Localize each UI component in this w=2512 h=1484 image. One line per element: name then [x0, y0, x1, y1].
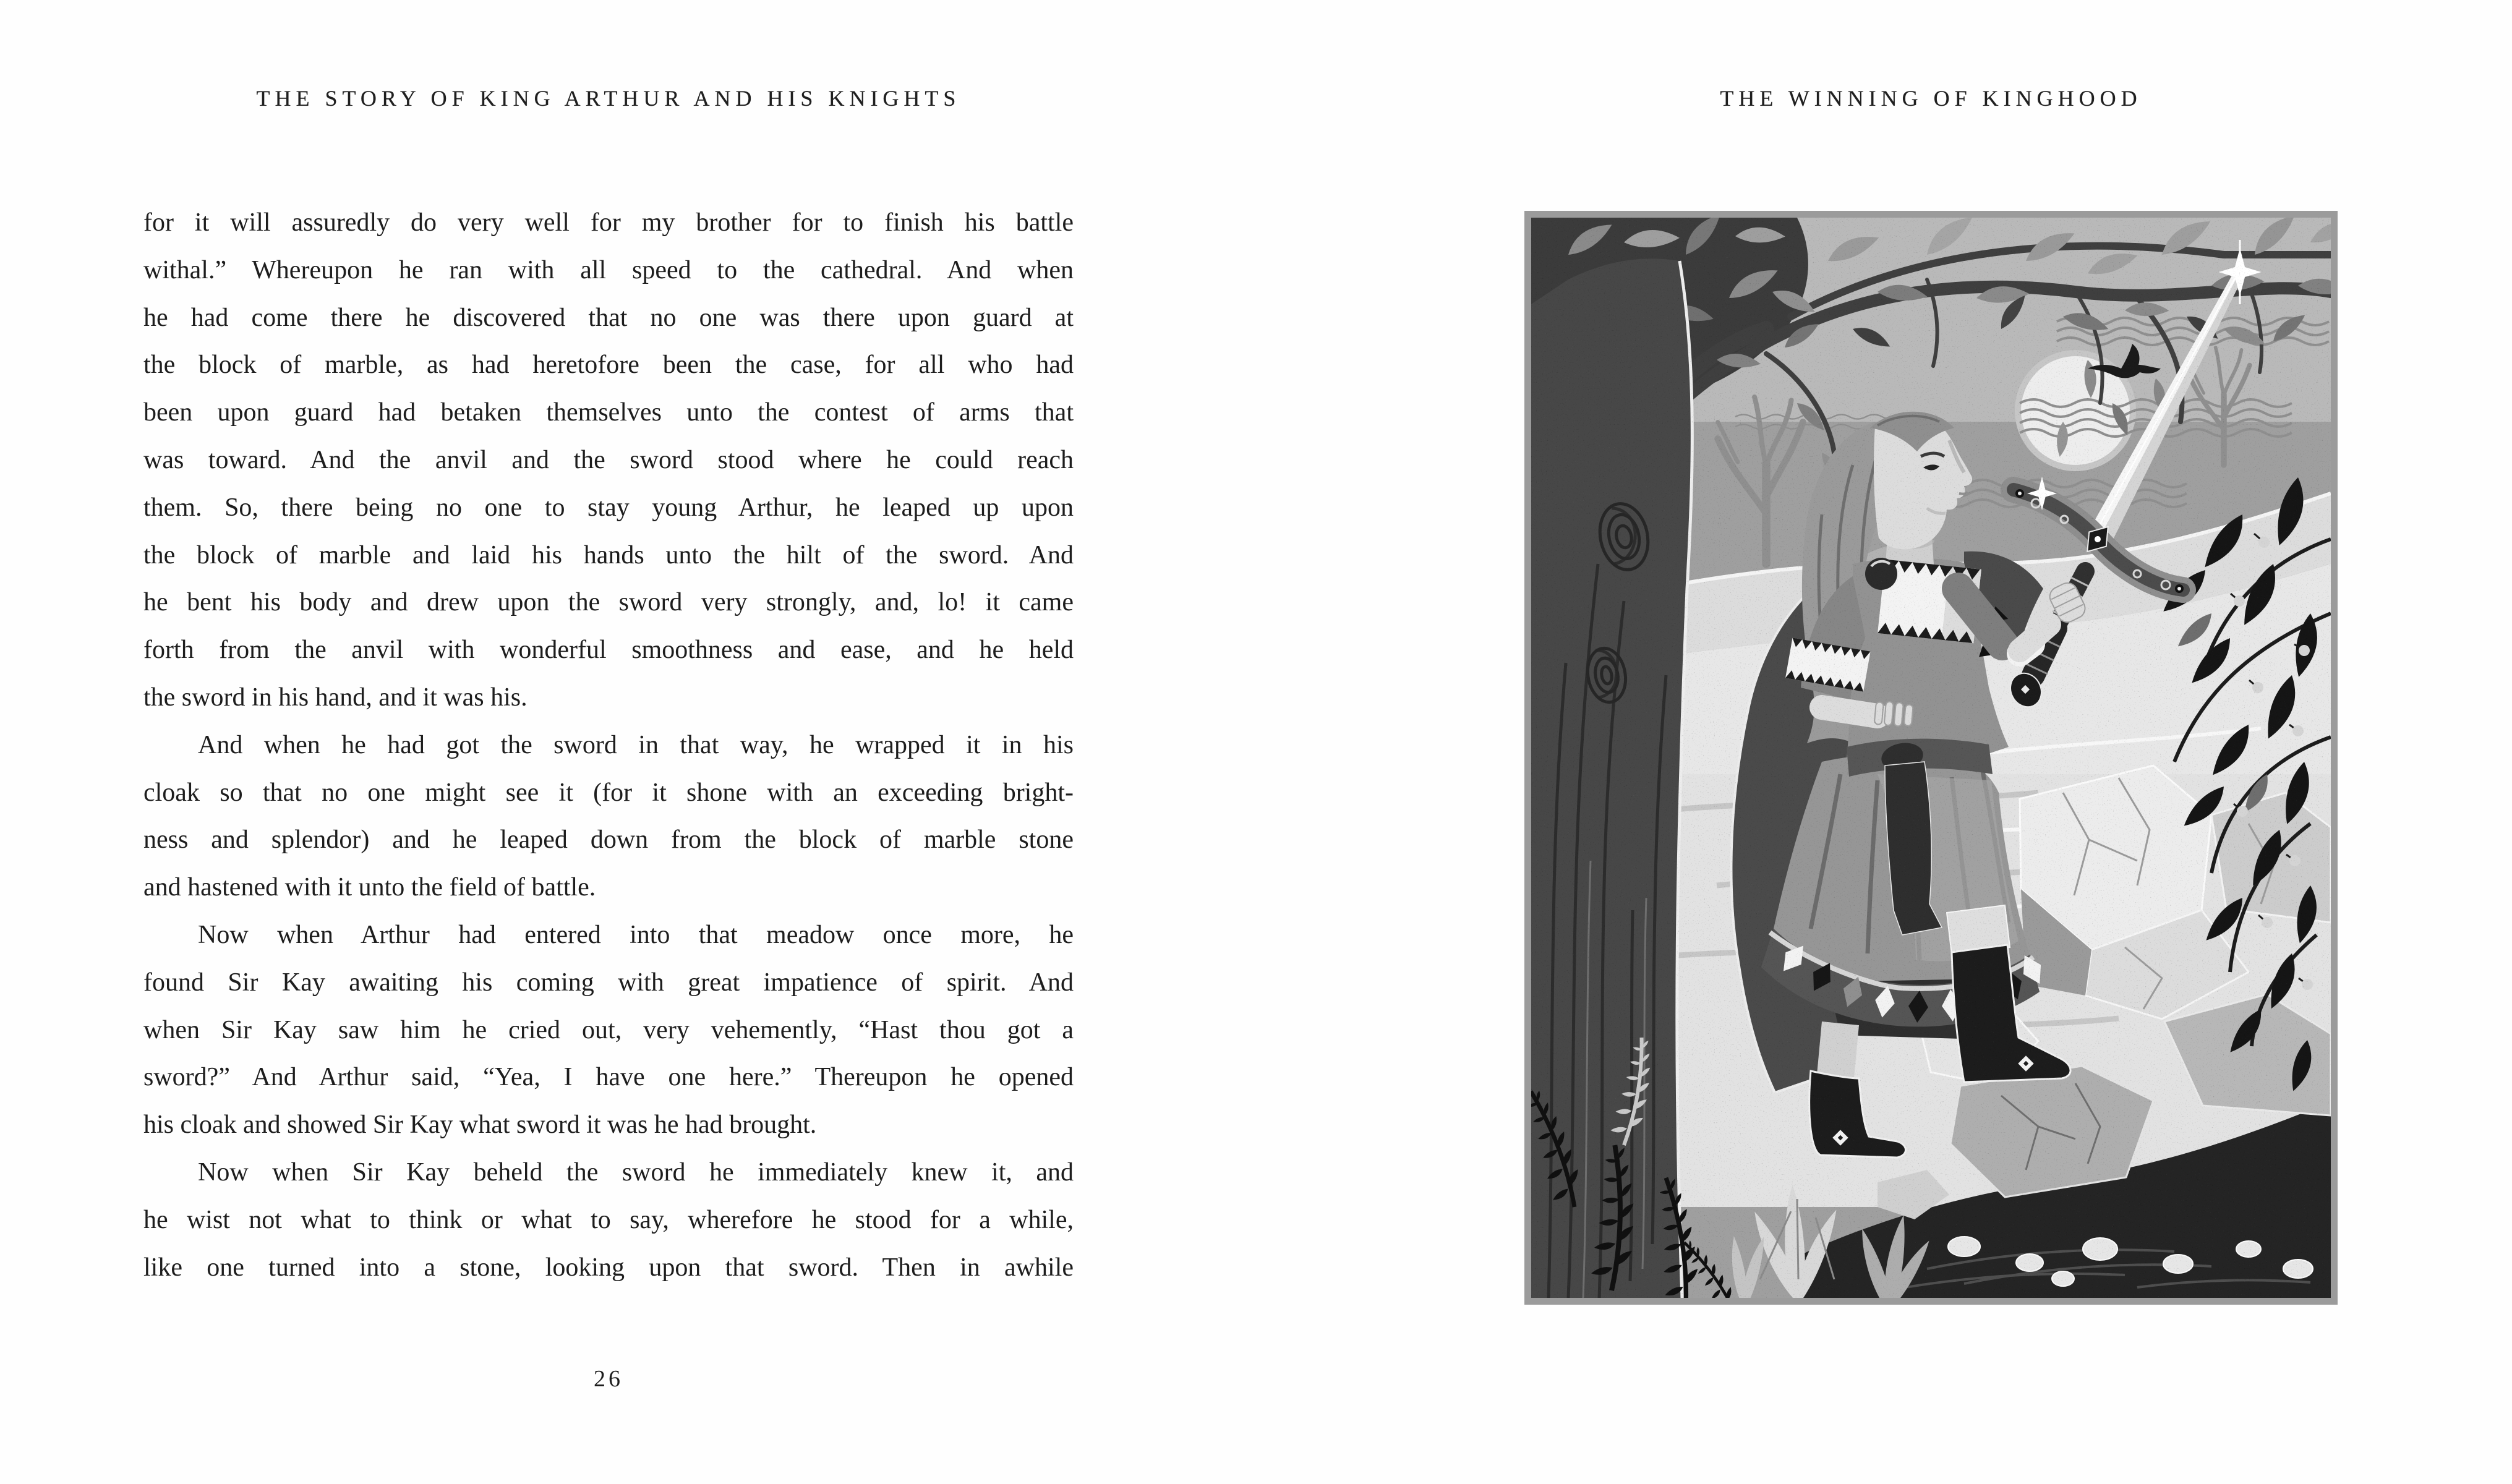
text-line: found Sir Kay awaiting his coming with great impatience of spirit. And [143, 968, 1074, 997]
text-line: for it will assuredly do very well for my brother for to finish his battle [143, 208, 1074, 237]
text-line: he bent his body and drew upon the sword very strongly, and, lo! it came [143, 588, 1074, 617]
text-line: been upon guard had betaken themselves unto the contest of arms that [143, 398, 1074, 427]
text-line: he wist not what to think or what to say, wherefore he stood for a while, [143, 1205, 1074, 1234]
text-line: them. So, there being no one to stay young Arthur, he leaped up upon [143, 493, 1074, 522]
text-line: Now when Arthur had entered into that meadow once more, he [198, 920, 1074, 949]
running-header-left: THE STORY OF KING ARTHUR AND HIS KNIGHTS [256, 86, 961, 111]
text-line: the block of marble, as had heretofore been the case, for all who had [143, 351, 1074, 380]
text-line: the block of marble and laid his hands unto the hilt of the sword. And [143, 540, 1074, 569]
text-line: he had come there he discovered that no one was there upon guard at [143, 303, 1074, 332]
text-line: like one turned into a stone, looking upon that sword. Then in awhile [143, 1253, 1074, 1282]
illustration-frame [1524, 211, 2338, 1305]
text-line: forth from the anvil with wonderful smoothness and ease, and he held [143, 636, 1074, 665]
running-header-right: THE WINNING OF KINGHOOD [1720, 86, 2142, 111]
illustration-arthur-sword [1531, 218, 2331, 1298]
grain-light [1531, 218, 2331, 1298]
text-line: withal.” Whereupon he ran with all speed to the cathedral. And when [143, 255, 1074, 284]
text-column [143, 199, 1074, 1291]
text-line: cloak so that no one might see it (for it shone with an exceeding bright- [143, 778, 1074, 807]
text-line: was toward. And the anvil and the sword stood where he could reach [143, 445, 1074, 474]
text-line: his cloak and showed Sir Kay what sword it was he had brought. [143, 1111, 817, 1140]
text-line: when Sir Kay saw him he cried out, very vehemently, “Hast thou got a [143, 1015, 1074, 1044]
text-line: Now when Sir Kay beheld the sword he immediately knew it, and [198, 1158, 1074, 1187]
page-number: 26 [594, 1366, 623, 1392]
text-line: sword?” And Arthur said, “Yea, I have one here.” Thereupon he opened [143, 1063, 1074, 1092]
text-line: and hastened with it unto the field of battle. [143, 873, 596, 902]
text-line: And when he had got the sword in that way, he wrapped it in his [198, 730, 1074, 759]
text-line: ness and splendor) and he leaped down from the block of marble stone [143, 825, 1074, 855]
text-line: the sword in his hand, and it was his. [143, 683, 528, 712]
